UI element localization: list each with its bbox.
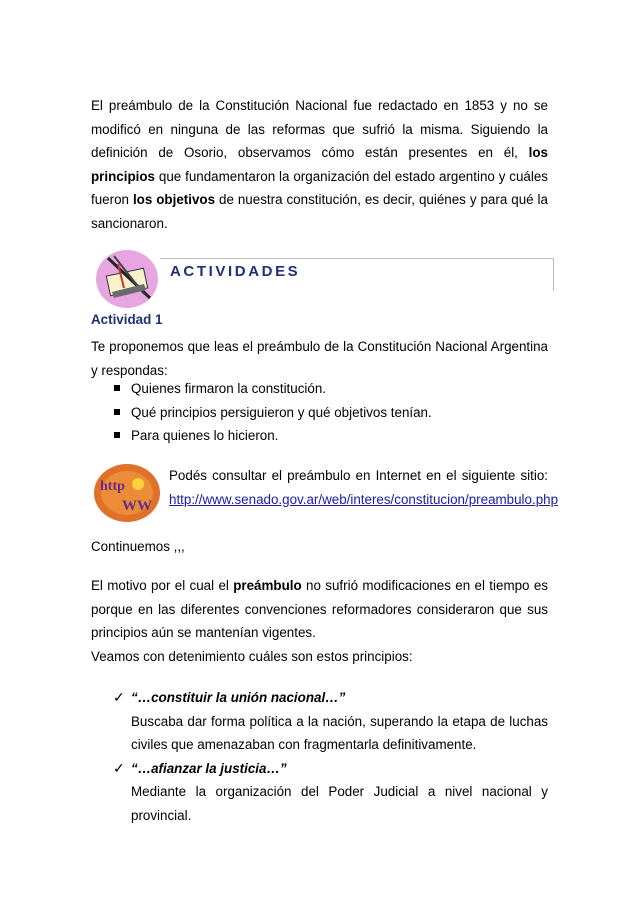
consult-paragraph	[169, 464, 559, 511]
square-bullet-icon	[114, 409, 120, 415]
list-item: Para quienes lo hicieron.	[114, 424, 432, 448]
checkmark-icon: ✓	[113, 759, 125, 776]
continue-text: Continuemos ,,,	[91, 539, 185, 554]
tools-icon	[94, 248, 164, 310]
svg-text:http: http	[100, 479, 125, 494]
principle-item	[113, 757, 548, 828]
activities-header	[160, 258, 554, 291]
consult-text: Podés consultar el preámbulo en Internet en el siguiente sitio:	[169, 468, 548, 483]
principle-title: “…constituir la unión nacional…”	[131, 690, 346, 705]
intro-bold-principios: los principios	[91, 145, 548, 184]
motivo-paragraph: El motivo por el cual el preámbulo no sufrió modificaciones en el tiempo es porque en las diferentes convenciones reformadores consideraron que sus principios aún se mantenían vigentes.	[91, 578, 548, 640]
intro-text-3: de nuestra constitución, es decir, quiénes y para qué la sancionaron.	[91, 192, 548, 231]
motivo-bold-preambulo: preámbulo	[233, 578, 302, 593]
preambulo-link[interactable]: http://www.senado.gov.ar/web/interes/constitucion/preambulo.php	[169, 491, 559, 507]
principles-list	[113, 686, 548, 827]
www-globe-icon	[92, 462, 162, 524]
actividad-1-label: Actividad 1	[91, 312, 163, 327]
square-bullet-icon	[114, 385, 120, 391]
intro-bold-objetivos: los objetivos	[132, 192, 216, 207]
intro-paragraph	[91, 94, 548, 235]
actividad-1-text: Te proponemos que leas el preámbulo de la Constitución Nacional Argentina y respondas:	[91, 339, 548, 378]
principle-description: Buscaba dar forma política a la nación, superando la etapa de luchas civiles que amenazaban con fragmentarla definitivamente.	[131, 713, 548, 752]
principle-item	[113, 686, 548, 757]
activities-title: ACTIVIDADES	[170, 263, 301, 280]
list-item: Quienes firmaron la constitución.	[114, 377, 432, 401]
square-bullet-icon	[114, 432, 120, 438]
veamos-text: Veamos con detenimiento cuáles son estos principios:	[91, 649, 413, 664]
principle-description: Mediante la organización del Poder Judicial a nivel nacional y provincial.	[131, 784, 548, 823]
principle-title: “…afianzar la justicia…”	[131, 760, 287, 776]
intro-text-1: El preámbulo de la Constitución Nacional fue redactado en 1853 y no se modificó en ninguna de las reformas que sufrió la misma. Siguiendo la definición de Osorio, observamos cómo están presentes en él,	[91, 98, 548, 160]
list-item: Qué principios persiguieron y qué objetivos tenían.	[114, 401, 432, 425]
actividad-1-list	[114, 377, 432, 448]
checkmark-icon: ✓	[113, 689, 125, 705]
svg-text:WW: WW	[122, 498, 152, 514]
intro-text-2: que fundamentaron la organización del estado argentino y cuáles fueron	[91, 168, 548, 207]
